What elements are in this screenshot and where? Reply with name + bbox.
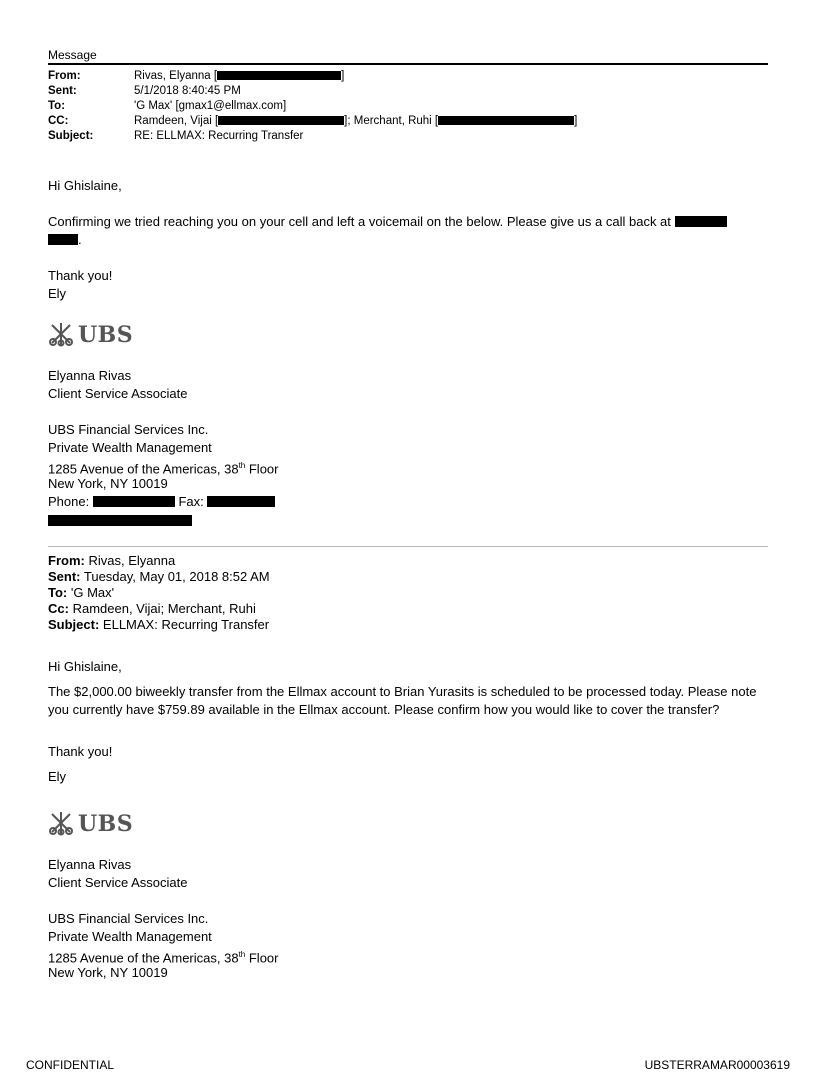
sent-label: Sent: — [48, 85, 77, 97]
fwd-sent-label: Sent: — [48, 569, 81, 584]
reply-thanks: Thank you! — [48, 268, 113, 283]
sent-value: 5/1/2018 8:40:45 PM — [134, 85, 241, 97]
cc-part-a: Ramdeen, Vijai [ — [134, 115, 219, 127]
sig1-title: Client Service Associate — [48, 386, 188, 401]
redaction-bar — [438, 116, 574, 125]
fwd-sign: Ely — [48, 769, 67, 784]
fwd-from-label: From: — [48, 553, 85, 568]
reply-greeting: Hi Ghislaine, — [48, 178, 122, 193]
from-value — [134, 69, 344, 84]
sig1-fax-label: Fax: — [178, 494, 204, 509]
redaction-bar — [675, 216, 727, 227]
sig1-company: UBS Financial Services Inc. — [48, 422, 209, 437]
fwd-subject-row — [48, 617, 269, 633]
sig1-address-b: Floor — [245, 461, 279, 477]
redaction-bar — [207, 496, 275, 507]
fwd-subject-value: ELLMAX: Recurring Transfer — [102, 617, 270, 632]
ubs-logo-text: UBS — [78, 811, 134, 837]
sig1-phone-row — [48, 493, 758, 511]
reply-body-text: Confirming we tried reaching you on your cell and left a voicemail on the below. Please give us a call back at — [48, 214, 671, 229]
sig2-division: Private Wealth Management — [48, 929, 212, 944]
cc-value — [134, 114, 577, 129]
ubs-logo-text: UBS — [78, 322, 134, 348]
fwd-to-label: To: — [48, 585, 68, 600]
sig1-city: New York, NY 10019 — [48, 476, 168, 491]
footer-bates-number: UBSTERRAMAR00003619 — [644, 1058, 790, 1072]
to-value: 'G Max' [gmax1@ellmax.com] — [134, 100, 287, 112]
sig1-phone-label: Phone: — [48, 494, 90, 509]
sig1-name: Elyanna Rivas — [48, 368, 132, 383]
cc-label: CC: — [48, 115, 69, 127]
from-name: Rivas, Elyanna [ — [134, 70, 218, 82]
ubs-logo — [48, 321, 133, 348]
sig2-name: Elyanna Rivas — [48, 857, 132, 872]
sig2-city: New York, NY 10019 — [48, 965, 168, 980]
footer-confidential: CONFIDENTIAL — [26, 1058, 115, 1072]
redaction-bar — [48, 515, 192, 526]
fwd-sent-row — [48, 569, 270, 585]
fwd-subject-label: Subject: — [48, 617, 100, 632]
sig1-address-a: 1285 Avenue of the Americas, 38 — [48, 461, 239, 477]
subject-label: Subject: — [48, 130, 94, 142]
fwd-greeting: Hi Ghislaine, — [48, 659, 122, 674]
redaction-bar — [218, 116, 344, 125]
fwd-cc-value: Ramdeen, Vijai; Merchant, Ruhi — [72, 601, 256, 616]
fwd-cc-row — [48, 601, 256, 617]
to-label: To: — [48, 100, 66, 112]
sig2-address-a: 1285 Avenue of the Americas, 38 — [48, 950, 239, 966]
from-label: From: — [48, 70, 81, 82]
sig2-address-sup: th — [238, 950, 246, 959]
sig1-address-sup: th — [238, 461, 246, 470]
reply-body-end: . — [78, 232, 82, 247]
fwd-from-value: Rivas, Elyanna — [88, 553, 176, 568]
fwd-cc-label: Cc: — [48, 601, 69, 616]
subject-value: RE: ELLMAX: Recurring Transfer — [134, 130, 304, 142]
ubs-keys-icon — [48, 810, 74, 836]
sig1-division: Private Wealth Management — [48, 440, 212, 455]
message-section-label: Message — [48, 48, 97, 62]
fwd-to-value: 'G Max' — [70, 585, 115, 600]
from-tail: ] — [341, 70, 345, 82]
cc-part-c: ] — [574, 115, 578, 127]
sig2-title: Client Service Associate — [48, 875, 188, 890]
ubs-keys-icon — [48, 321, 74, 347]
reply-sign: Ely — [48, 286, 67, 301]
cc-part-b: ]; Merchant, Ruhi [ — [344, 115, 439, 127]
redaction-bar — [217, 71, 341, 80]
header-divider — [48, 63, 768, 65]
fwd-sent-value: Tuesday, May 01, 2018 8:52 AM — [83, 569, 270, 584]
fwd-from-row — [48, 553, 175, 569]
fwd-thanks: Thank you! — [48, 744, 113, 759]
sig2-company: UBS Financial Services Inc. — [48, 911, 209, 926]
redaction-bar — [93, 496, 175, 507]
fwd-to-row — [48, 585, 114, 601]
reply-body — [48, 213, 758, 249]
ubs-logo — [48, 810, 133, 837]
sig2-address-b: Floor — [245, 950, 279, 966]
fwd-body: The $2,000.00 biweekly transfer from the Ellmax account to Brian Yurasits is scheduled to be processed today. Please note you currently have $759.89 available in the Ellmax account. Please confirm how you would like to cover the transfer? — [48, 684, 757, 717]
forward-divider — [48, 546, 768, 547]
redaction-bar — [48, 234, 78, 245]
